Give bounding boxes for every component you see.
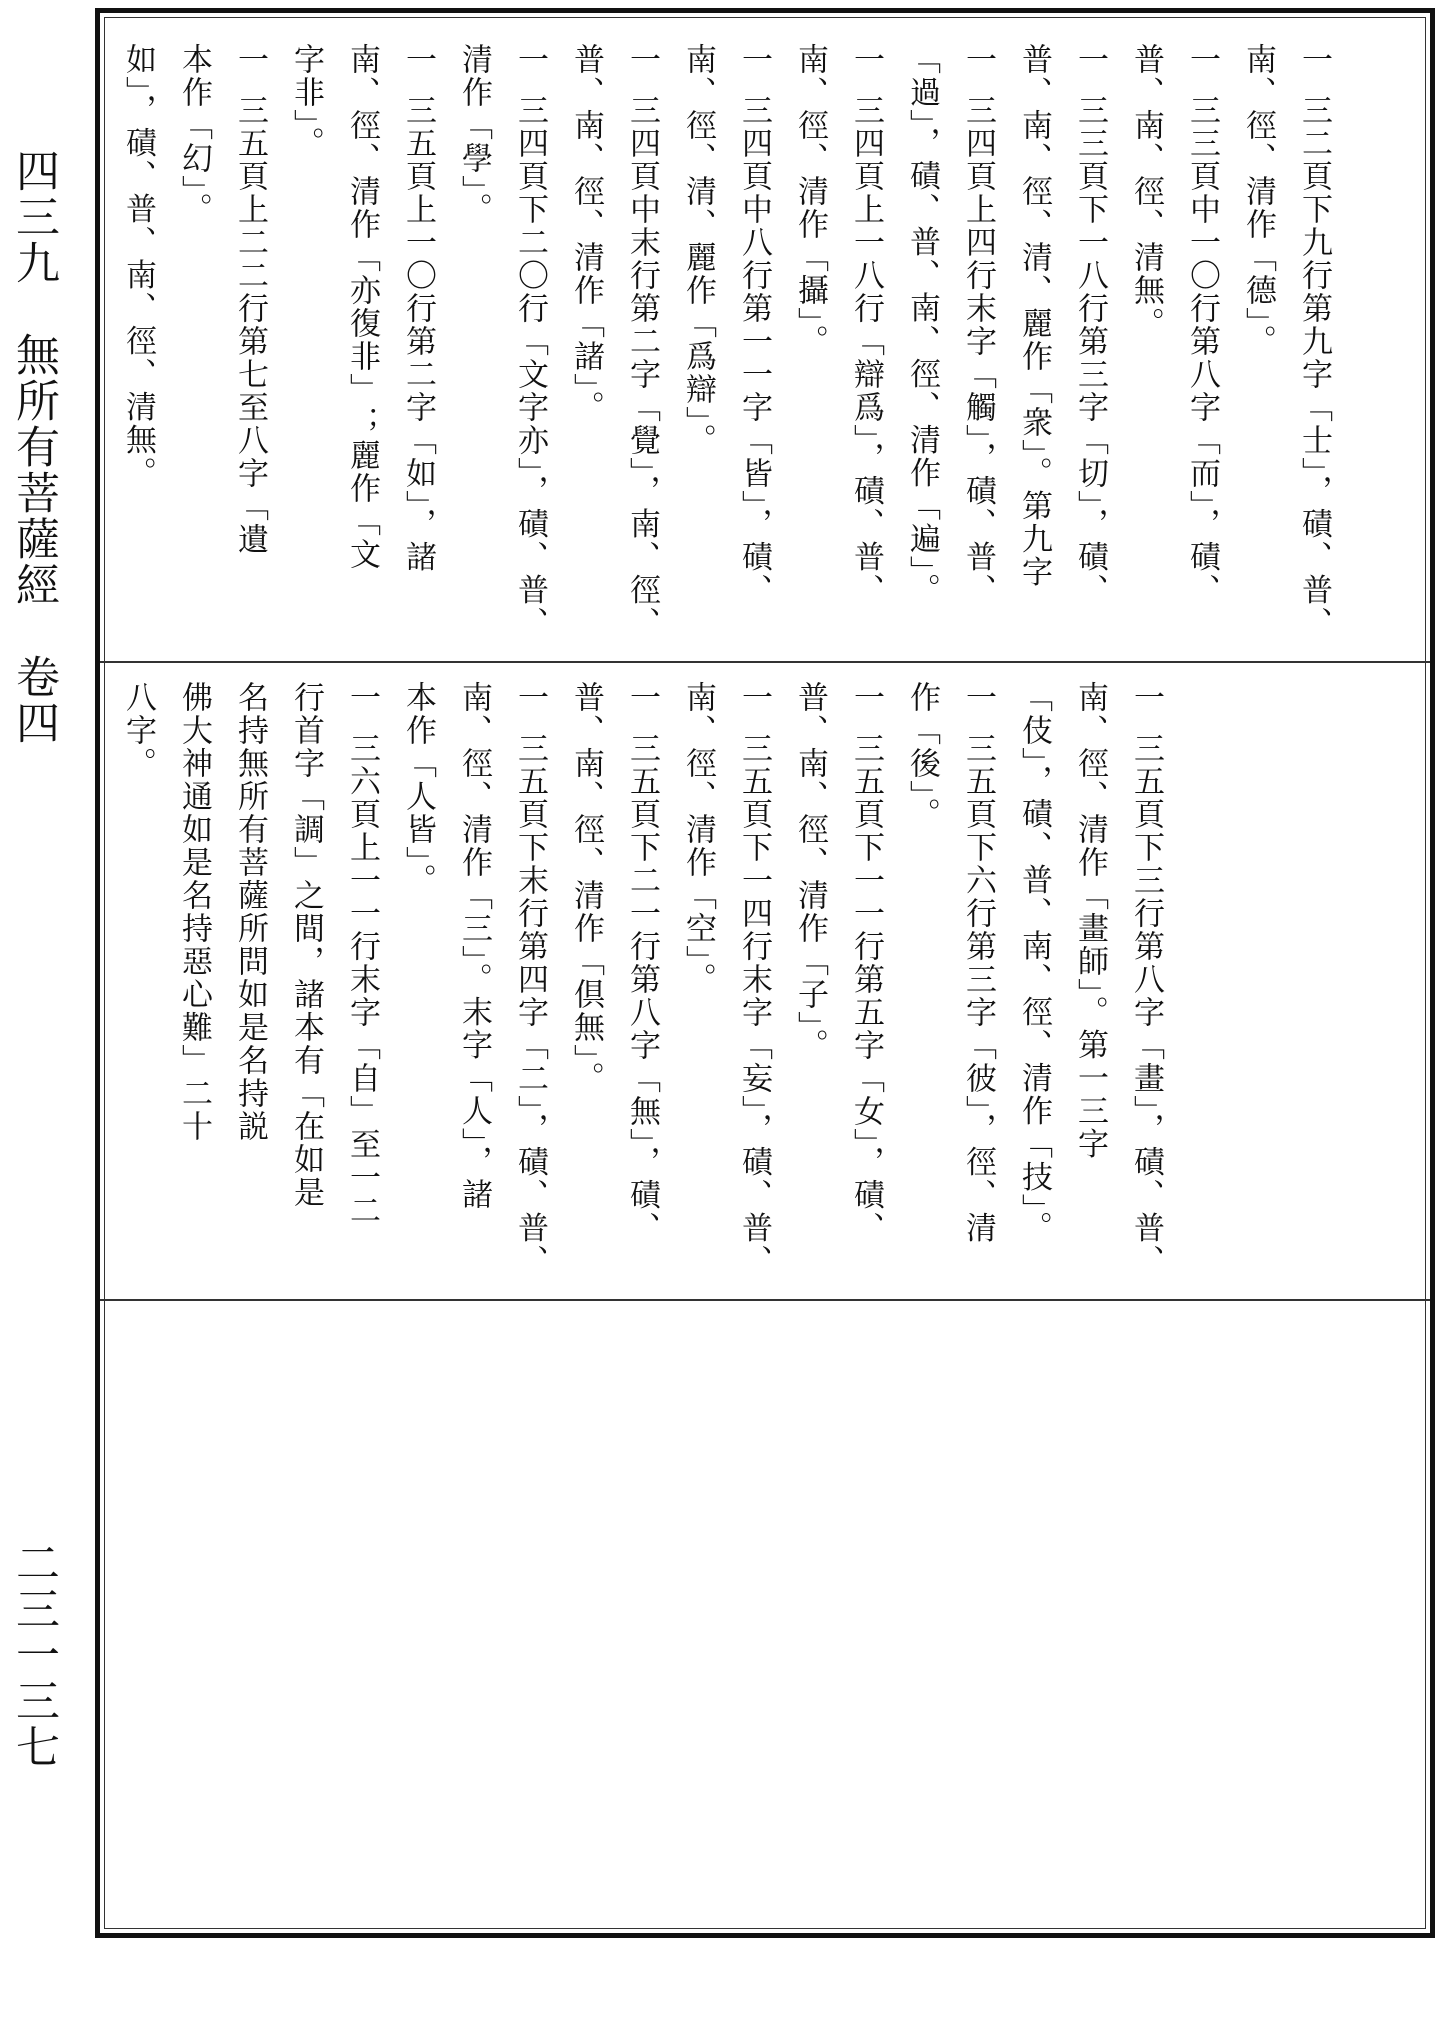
entry-continuation: 行首字「調」之間，諸本有「在如是 — [288, 681, 324, 1209]
entry-continuation: 南、徑、清作「德」。 — [1240, 43, 1276, 358]
middle-section — [100, 681, 1430, 1291]
entry-line — [222, 43, 278, 653]
entry-line — [1062, 43, 1118, 653]
page-frame — [95, 8, 1435, 1938]
entry-line — [1118, 681, 1174, 1291]
entry-line — [726, 43, 782, 653]
entry-dash: 一 — [232, 43, 268, 76]
entry-continuation: 南、徑、清作「攝」。 — [792, 43, 828, 358]
entry-text: 三五頁下末行第四字「二」，磧、普、 — [512, 732, 548, 1278]
entry-dash: 一 — [848, 43, 884, 76]
entry-continuation: 南、徑、清作「畫師」。第一三字 — [1072, 681, 1108, 1161]
entry-line — [838, 43, 894, 653]
entry-dash: 一 — [1072, 43, 1108, 76]
entry-continuation: 「過」，磧、普、南、徑、清作「遍」。 — [904, 43, 940, 606]
entry-dash: 一 — [736, 681, 772, 714]
entry-dash: 一 — [512, 681, 548, 714]
entry-text: 三五頁上二二行第七至八字「遺 — [232, 94, 268, 556]
entry-dash: 一 — [848, 681, 884, 714]
entry-line — [614, 681, 670, 1291]
entry-continuation: 普、南、徑、清無。 — [1128, 43, 1164, 340]
entry-dash: 一 — [512, 43, 548, 76]
entry-continuation: 南、徑、清、麗作「爲辯」。 — [680, 43, 716, 457]
entry-continuation: 「伎」，磧、普、南、徑、清作「技」。 — [1016, 681, 1052, 1244]
entry-text: 三三頁下一八行第三字「切」，磧、 — [1072, 94, 1108, 607]
entry-dash: 一 — [624, 43, 660, 76]
entry-text: 三五頁下一四行末字「妄」，磧、普、 — [736, 732, 772, 1278]
entry-text: 三五頁上一〇行第二字「如」，諸 — [400, 94, 436, 574]
entry-text: 三六頁上一一行末字「自」至一二 — [344, 732, 380, 1227]
section-divider — [100, 661, 1430, 663]
entry-dash: 一 — [400, 43, 436, 76]
entry-text: 三四頁上一八行「辯爲」，磧、普、 — [848, 94, 884, 607]
entry-text: 三四頁中末行第二字「覺」，南、徑、 — [624, 94, 660, 640]
entry-continuation: 普、南、徑、清、麗作「衆」。第九字 — [1016, 43, 1052, 589]
upper-columns — [110, 43, 1342, 653]
entry-text: 三四頁下二〇行「文字亦」，磧、普、 — [512, 94, 548, 640]
entry-dash: 一 — [736, 43, 772, 76]
upper-section — [100, 43, 1430, 653]
entry-continuation: 字非」。 — [288, 43, 324, 160]
entry-line — [390, 43, 446, 653]
entry-continuation: 八字。 — [120, 681, 156, 780]
entry-line — [726, 681, 782, 1291]
entry-line — [838, 681, 894, 1291]
entry-continuation: 普、南、徑、清作「倶無」。 — [568, 681, 604, 1095]
section-divider — [100, 1299, 1430, 1301]
entry-dash: 一 — [344, 681, 380, 714]
margin — [0, 0, 90, 2027]
entry-line — [334, 681, 390, 1291]
middle-columns — [110, 681, 1174, 1291]
entry-text: 三五頁下三行第八字「畫」，磧、普、 — [1128, 732, 1164, 1278]
entry-continuation: 南、徑、清作「三」。末字「人」，諸 — [456, 681, 492, 1211]
entry-text: 三三頁中一〇行第八字「而」，磧、 — [1184, 94, 1220, 607]
entry-text: 三五頁下二一行第八字「無」，磧、 — [624, 732, 660, 1245]
entry-continuation: 本作「人皆」。 — [400, 681, 436, 897]
entry-text: 三二頁下九行第九字「士」，磧、普、 — [1296, 94, 1332, 640]
entry-line — [1286, 43, 1342, 653]
entry-line — [950, 681, 1006, 1291]
entry-text: 三四頁上四行末字「觸」，磧、普、 — [960, 94, 996, 607]
entry-line — [614, 43, 670, 653]
entry-dash: 一 — [1296, 43, 1332, 76]
entry-dash: 一 — [1184, 43, 1220, 76]
entry-text: 三五頁下一一行第五字「女」，磧、 — [848, 732, 884, 1245]
entry-dash: 一 — [960, 681, 996, 714]
entry-line — [502, 43, 558, 653]
entry-continuation: 普、南、徑、清作「諸」。 — [568, 43, 604, 424]
volume-title: 四三九 無所有菩薩經 卷四 — [8, 148, 59, 746]
entry-continuation: 如」，磧、普、南、徑、清無。 — [120, 43, 156, 490]
entry-continuation: 佛大神通如是名持惡心難」二十 — [176, 681, 212, 1143]
entry-line — [1174, 43, 1230, 653]
entry-line — [950, 43, 1006, 653]
entry-dash: 一 — [624, 681, 660, 714]
entry-continuation: 南、徑、清作「亦復非」；麗作「文 — [344, 43, 380, 571]
entry-continuation: 作「後」。 — [904, 681, 940, 831]
page-number: 二三一三七 — [8, 1540, 59, 1770]
entry-dash: 一 — [960, 43, 996, 76]
entry-continuation: 名持無所有菩薩所問如是名持説 — [232, 681, 268, 1143]
entry-continuation: 清作「學」。 — [456, 43, 492, 226]
entry-text: 三四頁中八行第一一字「皆」，磧、 — [736, 94, 772, 607]
entry-line — [502, 681, 558, 1291]
entry-text: 三五頁下六行第三字「彼」，徑、清 — [960, 732, 996, 1245]
entry-dash: 一 — [1128, 681, 1164, 714]
entry-continuation: 南、徑、清作「空」。 — [680, 681, 716, 996]
entry-continuation: 本作「幻」。 — [176, 43, 212, 226]
entry-continuation: 普、南、徑、清作「子」。 — [792, 681, 828, 1062]
